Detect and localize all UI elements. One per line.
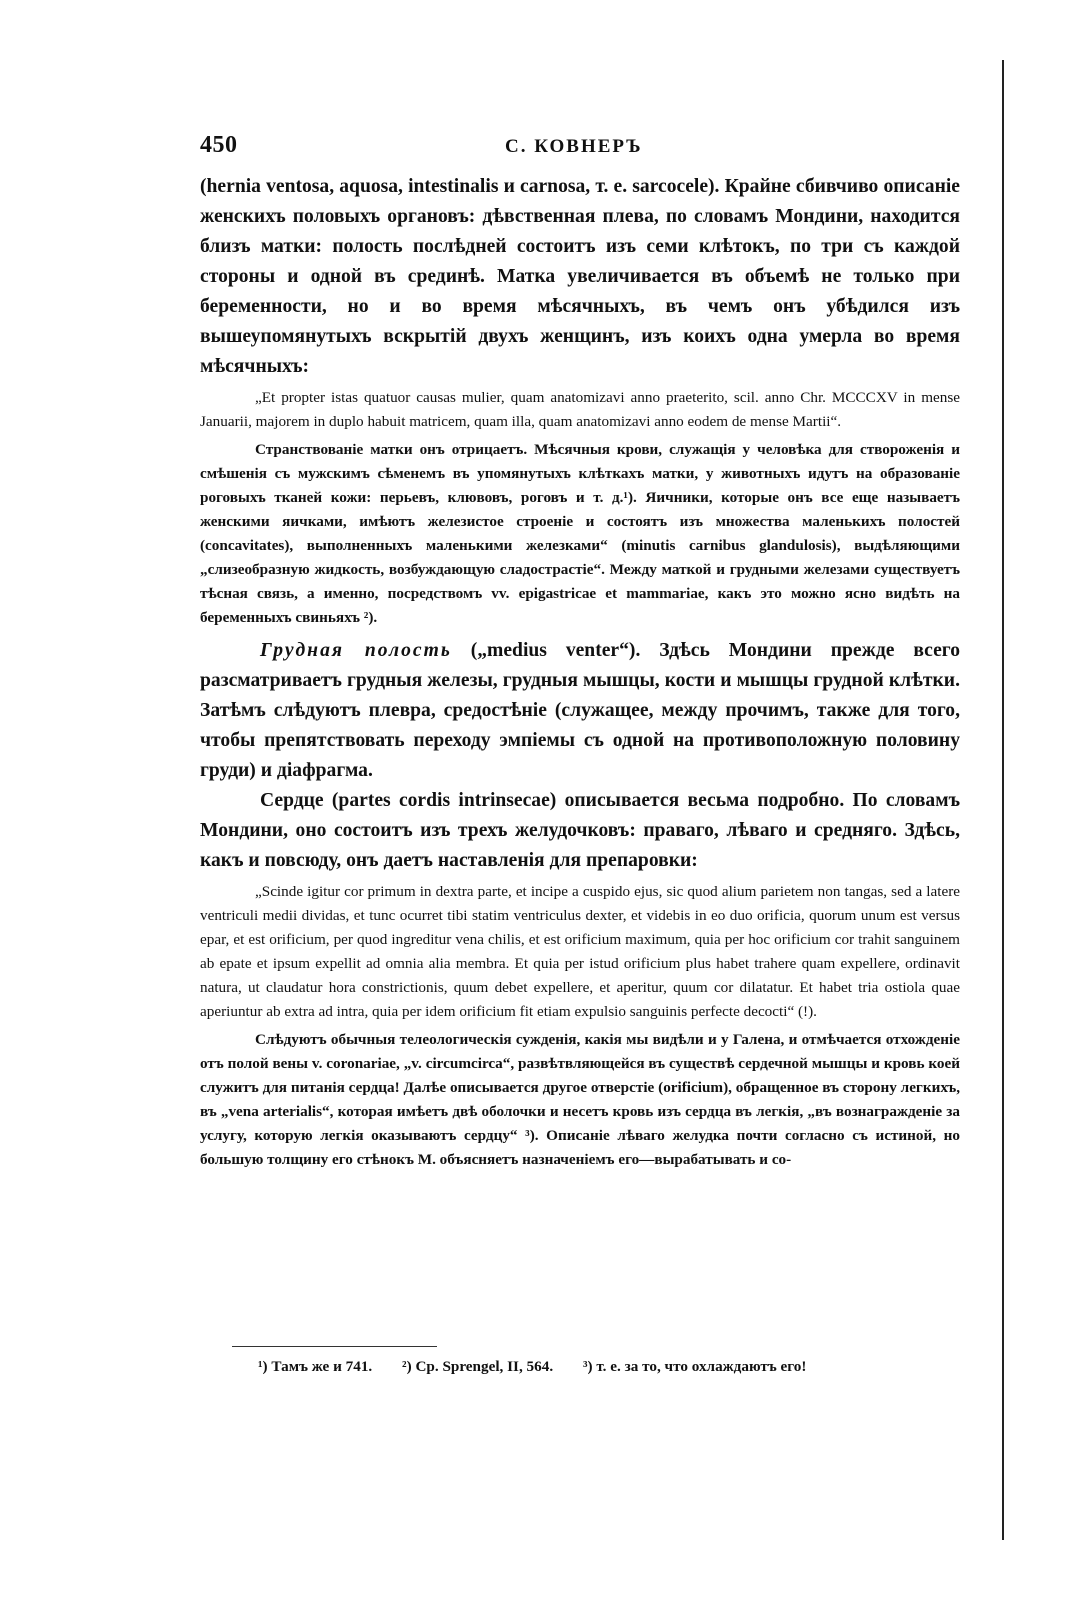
footnotes: [258, 1356, 978, 1378]
latin-quote-heart: „Scinde igitur cor primum in dextra parte, et incipe a cuspido ejus, sic quod alium parietem non tangas, sed a latere ventriculi medii dividas, et tunc ocurret tibi statim ventriculus dexter, et videbis in eo duo orificia, quorum unum est versus epar, et est orificium, per quod ingreditur vena chilis, et est orificium maximum, quia per hoc orificium cor trahit sanguinem ab epate et ipsum expellit ad omnia alia membra. Et quia per istud orificium plus habet trahere quam expellere, ordinavit natura, ut claudatur hora constrictionis, quum debet expellere, et aperitur, quum cor dilatatur. Et habet tria ostiola quae aperiuntur ab extra ad intra, quia per idem orificium fit etiam expulsio sanguinis perfecte decocti“ (!).: [200, 883, 960, 1020]
paragraph-heart-vessels: Слѣдуютъ обычныя телеологическія сужденія, какія мы видѣли и у Галена, и отмѣчается отхожденіе отъ полой вены v. coronariae, „v. circumcirca“, развѣтвляющейся въ существѣ сердечной мышцы и кровь коей служитъ для питанія сердца! Далѣе описывается другое отверстіе (orificium), обращенное въ сторону легкихъ, въ „vena arterialis“, которая имѣетъ двѣ оболочки и несетъ кровь изъ сердца въ легкія, „въ вознагражденіе за услугу, которую легкія оказываютъ сердцу“ ³). Описаніе лѣваго желудка почти согласно съ истиной, но большую толщину его стѣнокъ М. объясняетъ назначеніемъ его—вырабатывать и со-: [200, 1031, 960, 1168]
latin-quote-uterus: „Et propter istas quatuor causas mulier, quam anatomizavi anno praeterito, scil. anno Chr. MCCCXV in mense Januarii, majorem in duplo habuit matricem, quam illa, quam anatomizavi anno eodem de mense Martii“.: [200, 389, 960, 430]
paragraph-thoracic-text: („medius venter“). Здѣсь Мондини прежде всего разсматриваетъ грудныя железы, грудныя мышцы, кости и мышцы грудной клѣтки. Затѣмъ слѣдуютъ плевра, средостѣніе (служащее, между прочимъ, также для того, чтобы препятствовать переходу эмпіемы съ одной на противоположную половину груди) и діафрагма.: [200, 640, 960, 781]
footnote-3: ³) т. е. за то, что охлаждаютъ его!: [582, 1358, 807, 1375]
footnote-2: ²) Ср. Sprengel, II, 564.: [402, 1358, 554, 1375]
paragraph-female-organs: (hernia ventosa, aquosa, intestinalis и carnosa, т. е. sarcocele). Крайне сбивчиво описаніе женскихъ половыхъ органовъ: дѣвственная плева, по словамъ Мондини, находится близъ матки: полость послѣдней состоитъ изъ семи клѣтокъ, по три съ каждой стороны и одной въ срединѣ. Матка увеличивается въ объемѣ не только при беременности, но и во время мѣсячныхъ, въ чемъ онъ убѣдился изъ вышеупомянутыхъ вскрытій двухъ женщинъ, изъ коихъ одна умерла во время мѣсячныхъ:: [200, 176, 960, 377]
running-head: С. КОВНЕРЪ: [505, 136, 643, 157]
paragraph-heart: Сердце (partes cordis intrinsecae) описывается весьма подробно. По словамъ Мондини, оно состоитъ изъ трехъ желудочковъ: праваго, лѣваго и средняго. Здѣсь, какъ и повсюду, онъ даетъ наставленія для препаровки:: [200, 790, 960, 871]
page-edge-rule: [1002, 60, 1004, 1540]
footnote-divider: [232, 1346, 437, 1347]
page-body: [200, 172, 960, 1172]
footnote-1: ¹) Тамъ же и 741.: [258, 1358, 373, 1375]
paragraph-thoracic-cavity: [200, 636, 960, 786]
page-number: 450: [200, 132, 238, 158]
page-header: [200, 132, 960, 158]
section-lead-thorax: Грудная полость: [260, 640, 452, 661]
paragraph-uterus-ovaries: Странствованіе матки онъ отрицаетъ. Мѣсячныя крови, служащія у человѣка для створоженія и смѣшенія съ мужскимъ сѣменемъ въ упомянутыхъ клѣткахъ матки, у животныхъ идутъ на образованіе роговыхъ тканей кожи: перьевъ, клювовъ, роговъ и т. д.¹). Яичники, которые онъ все еще называетъ женскими яичками, имѣютъ железистое строеніе и состоятъ изъ множества маленькихъ полостей (concavitates), выполненныхъ маленькими железками“ (minutis carnibus glandulosis), выдѣляющими „слизеобразную жидкость, возбуждающую сладострастіе“. Между маткой и грудными железами существуетъ тѣсная связь, а именно, посредствомъ vv. epigastricae et mammariae, какъ это можно ясно видѣть на беременныхъ свиньяхъ ²).: [200, 441, 960, 626]
